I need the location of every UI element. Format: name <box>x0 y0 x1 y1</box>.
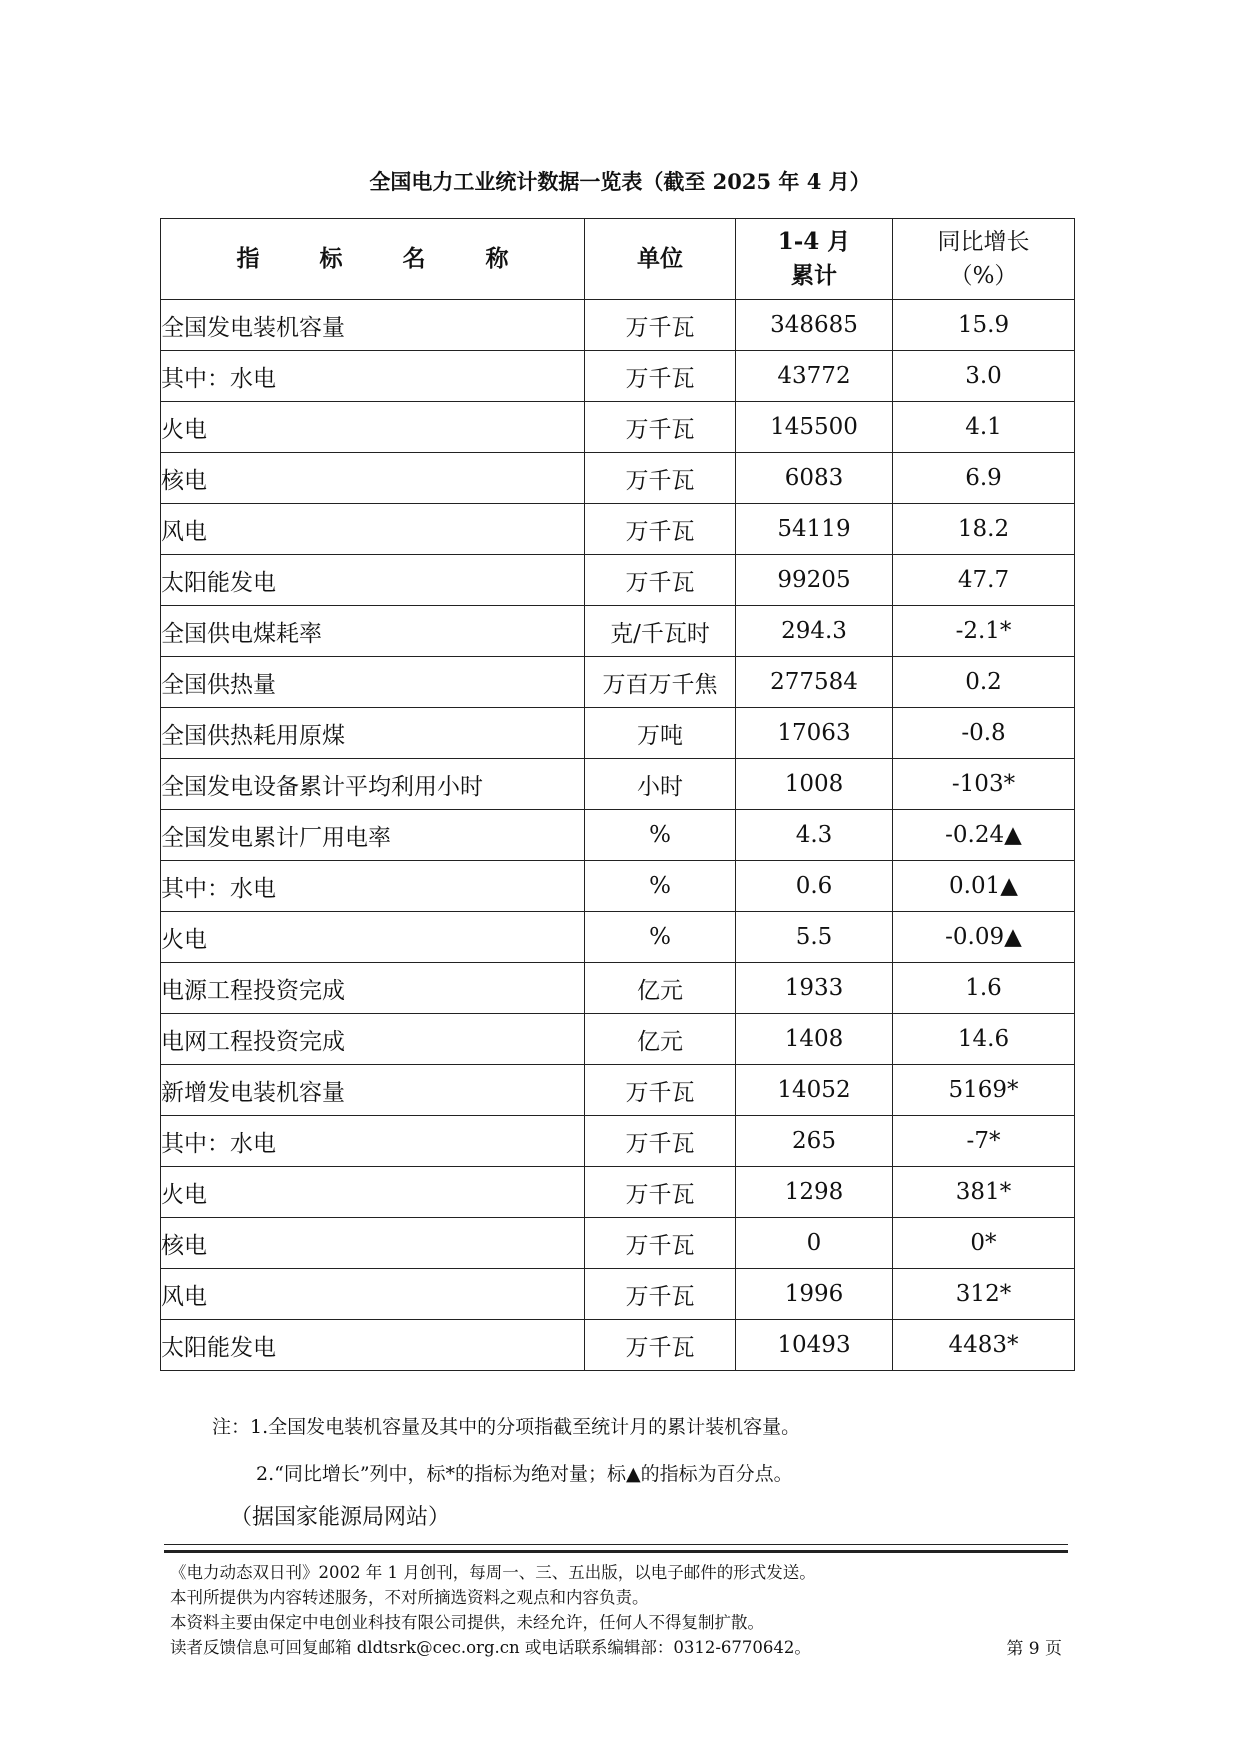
row-name: 太阳能发电 <box>161 555 585 606</box>
header-yoy-growth: 同比增长 （%） <box>893 219 1075 300</box>
row-yoy: -7* <box>893 1116 1075 1167</box>
table-row <box>161 963 1075 1014</box>
table-row <box>161 351 1075 402</box>
row-yoy: 0.2 <box>893 657 1075 708</box>
table-row <box>161 810 1075 861</box>
row-name: 其中：水电 <box>161 861 585 912</box>
row-yoy: 4.1 <box>893 402 1075 453</box>
row-unit: 亿元 <box>585 1014 736 1065</box>
row-name: 核电 <box>161 1218 585 1269</box>
row-unit: % <box>585 912 736 963</box>
row-unit: 万千瓦 <box>585 300 736 351</box>
row-name: 全国供电煤耗率 <box>161 606 585 657</box>
row-name: 火电 <box>161 1167 585 1218</box>
row-value: 14052 <box>736 1065 893 1116</box>
row-unit: 亿元 <box>585 963 736 1014</box>
row-unit: 万吨 <box>585 708 736 759</box>
row-name: 全国供热耗用原煤 <box>161 708 585 759</box>
row-yoy: -0.24▲ <box>893 810 1075 861</box>
row-unit: 克/千瓦时 <box>585 606 736 657</box>
row-unit: 小时 <box>585 759 736 810</box>
row-yoy: 14.6 <box>893 1014 1075 1065</box>
row-yoy: -0.09▲ <box>893 912 1075 963</box>
row-name: 全国发电设备累计平均利用小时 <box>161 759 585 810</box>
row-name: 太阳能发电 <box>161 1320 585 1371</box>
table-row <box>161 708 1075 759</box>
row-unit: % <box>585 810 736 861</box>
row-yoy: 47.7 <box>893 555 1075 606</box>
header-indicator-name: 指 标 名 称 <box>161 219 585 300</box>
row-yoy: 0* <box>893 1218 1075 1269</box>
row-unit: 万百万千焦 <box>585 657 736 708</box>
row-value: 5.5 <box>736 912 893 963</box>
table-body <box>161 300 1075 1371</box>
row-name: 新增发电装机容量 <box>161 1065 585 1116</box>
table-row <box>161 1116 1075 1167</box>
page-title: 全国电力工业统计数据一览表（截至 2025 年 4 月） <box>369 169 871 194</box>
row-value: 265 <box>736 1116 893 1167</box>
row-yoy: 312* <box>893 1269 1075 1320</box>
table-row <box>161 1167 1075 1218</box>
row-unit: 万千瓦 <box>585 1269 736 1320</box>
row-unit: 万千瓦 <box>585 351 736 402</box>
row-yoy: -0.8 <box>893 708 1075 759</box>
row-value: 99205 <box>736 555 893 606</box>
row-name: 核电 <box>161 453 585 504</box>
footer-line-2: 本刊所提供为内容转述服务，不对所摘选资料之观点和内容负责。 <box>170 1588 649 1607</box>
note-2: 2.“同比增长”列中，标*的指标为绝对量；标▲的指标为百分点。 <box>256 1463 793 1485</box>
row-value: 1933 <box>736 963 893 1014</box>
page-number: 第 9 页 <box>1006 1639 1062 1659</box>
row-value: 4.3 <box>736 810 893 861</box>
row-yoy: 15.9 <box>893 300 1075 351</box>
notes <box>212 1414 800 1508</box>
header-cumulative: 1-4 月 累计 <box>736 219 893 300</box>
statistics-table <box>160 218 1075 1371</box>
row-value: 1008 <box>736 759 893 810</box>
row-unit: 万千瓦 <box>585 1320 736 1371</box>
footer-line-4: 读者反馈信息可回复邮箱 dldtsrk@cec.org.cn 或电话联系编辑部：0312-6770642。 <box>170 1638 811 1657</box>
row-name: 全国发电装机容量 <box>161 300 585 351</box>
row-value: 1996 <box>736 1269 893 1320</box>
table-row <box>161 1269 1075 1320</box>
table-row <box>161 453 1075 504</box>
table-row <box>161 1218 1075 1269</box>
row-value: 10493 <box>736 1320 893 1371</box>
row-value: 0.6 <box>736 861 893 912</box>
table-row <box>161 1320 1075 1371</box>
footer-line-3: 本资料主要由保定中电创业科技有限公司提供，未经允许，任何人不得复制扩散。 <box>170 1613 764 1632</box>
footer-line-1: 《电力动态双日刊》2002 年 1 月创刊，每周一、三、五出版，以电子邮件的形式发送。 <box>170 1563 816 1582</box>
footer <box>170 1560 1070 1660</box>
table-header-row <box>161 219 1075 300</box>
row-unit: 万千瓦 <box>585 1167 736 1218</box>
footer-divider <box>164 1544 1068 1545</box>
row-yoy: 4483* <box>893 1320 1075 1371</box>
table-row <box>161 300 1075 351</box>
table-row <box>161 657 1075 708</box>
row-value: 145500 <box>736 402 893 453</box>
row-unit: 万千瓦 <box>585 1065 736 1116</box>
row-unit: 万千瓦 <box>585 402 736 453</box>
row-value: 277584 <box>736 657 893 708</box>
row-value: 294.3 <box>736 606 893 657</box>
row-yoy: 5169* <box>893 1065 1075 1116</box>
row-name: 其中：水电 <box>161 1116 585 1167</box>
table-row <box>161 1014 1075 1065</box>
table-row <box>161 504 1075 555</box>
note-1: 注：1.全国发电装机容量及其中的分项指截至统计月的累计装机容量。 <box>212 1416 801 1438</box>
row-name: 其中：水电 <box>161 351 585 402</box>
table-row <box>161 861 1075 912</box>
row-name: 全国供热量 <box>161 657 585 708</box>
row-value: 1408 <box>736 1014 893 1065</box>
row-unit: 万千瓦 <box>585 504 736 555</box>
table-row <box>161 402 1075 453</box>
row-name: 电源工程投资完成 <box>161 963 585 1014</box>
row-value: 348685 <box>736 300 893 351</box>
row-unit: 万千瓦 <box>585 1116 736 1167</box>
table-row <box>161 759 1075 810</box>
row-unit: % <box>585 861 736 912</box>
row-yoy: 1.6 <box>893 963 1075 1014</box>
row-value: 54119 <box>736 504 893 555</box>
footer-divider-thick <box>164 1550 1068 1553</box>
row-value: 1298 <box>736 1167 893 1218</box>
table-row <box>161 1065 1075 1116</box>
row-name: 火电 <box>161 402 585 453</box>
row-yoy: 18.2 <box>893 504 1075 555</box>
row-yoy: 3.0 <box>893 351 1075 402</box>
row-yoy: 6.9 <box>893 453 1075 504</box>
row-yoy: 0.01▲ <box>893 861 1075 912</box>
table-row <box>161 606 1075 657</box>
row-yoy: -2.1* <box>893 606 1075 657</box>
row-name: 电网工程投资完成 <box>161 1014 585 1065</box>
row-value: 43772 <box>736 351 893 402</box>
row-unit: 万千瓦 <box>585 453 736 504</box>
row-name: 全国发电累计厂用电率 <box>161 810 585 861</box>
row-value: 6083 <box>736 453 893 504</box>
table-row <box>161 555 1075 606</box>
row-name: 风电 <box>161 1269 585 1320</box>
row-value: 0 <box>736 1218 893 1269</box>
table-row <box>161 912 1075 963</box>
row-unit: 万千瓦 <box>585 555 736 606</box>
row-yoy: 381* <box>893 1167 1075 1218</box>
source-citation: （据国家能源局网站） <box>230 1505 451 1530</box>
row-value: 17063 <box>736 708 893 759</box>
row-name: 风电 <box>161 504 585 555</box>
header-unit: 单位 <box>585 219 736 300</box>
row-yoy: -103* <box>893 759 1075 810</box>
row-name: 火电 <box>161 912 585 963</box>
row-unit: 万千瓦 <box>585 1218 736 1269</box>
